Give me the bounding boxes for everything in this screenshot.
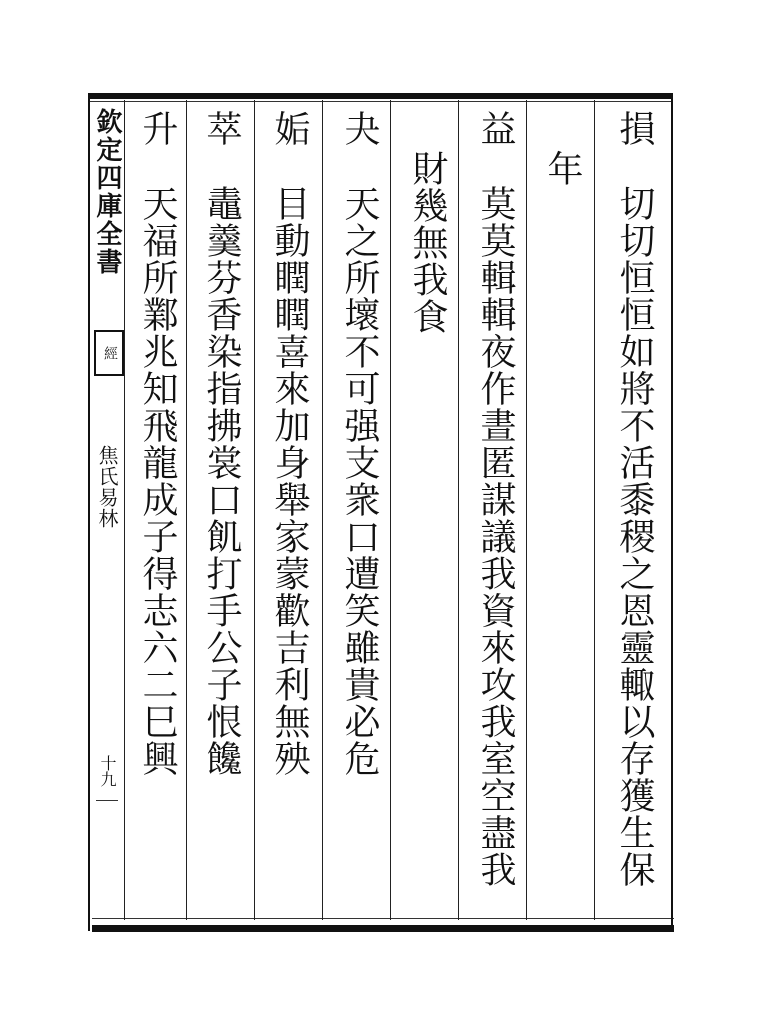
text-column-continuation: 年	[542, 150, 583, 187]
column-divider	[322, 100, 323, 920]
text-column-yi: 莫莫輯輯夜作晝匿謀議我資來攻我室空盡我	[475, 185, 516, 888]
frame-left-border	[88, 93, 90, 931]
text-column-sun: 切切恒恒如將不活黍稷之恩靈輙以存獲生保	[614, 185, 655, 888]
spine-collection-title: 欽定四庫全書	[92, 108, 122, 276]
frame-bottom-inner-border	[92, 918, 674, 919]
spine-rule	[96, 800, 118, 801]
hexagram-name-sheng: 升	[137, 110, 178, 146]
hexagram-name-guai: 夬	[339, 110, 380, 146]
column-divider	[124, 100, 125, 920]
column-divider	[526, 100, 527, 920]
column-divider	[254, 100, 255, 920]
hexagram-name-yi: 益	[475, 110, 516, 146]
column-divider	[458, 100, 459, 920]
spine-book-title: 焦氏易林	[95, 445, 119, 529]
hexagram-name-sun: 損	[614, 110, 655, 146]
column-divider	[390, 100, 391, 920]
hexagram-name-cui: 萃	[201, 110, 242, 146]
text-column-gou: 目動瞤瞤喜來加身舉家蒙歡吉利無殃	[269, 185, 310, 777]
text-column-continuation: 財幾無我食	[407, 150, 448, 335]
column-divider	[594, 100, 595, 920]
text-column-sheng: 天福所鄴兆知飛龍成子得志六二巳興	[137, 185, 178, 777]
frame-right-border	[671, 93, 673, 931]
frame-top-border	[88, 93, 673, 99]
hexagram-name-gou: 姤	[269, 110, 310, 146]
spine-section-badge: 經	[94, 330, 124, 376]
frame-bottom-border	[92, 925, 674, 932]
text-column-guai: 天之所壞不可强支衆口遭笑雖貴必危	[339, 185, 380, 777]
spine-page-number: 十九	[98, 755, 117, 787]
text-column-cui: 鼃羹芬香染指拂裳口飢打手公子恨饞	[201, 185, 242, 777]
frame-top-inner-border	[88, 101, 673, 102]
